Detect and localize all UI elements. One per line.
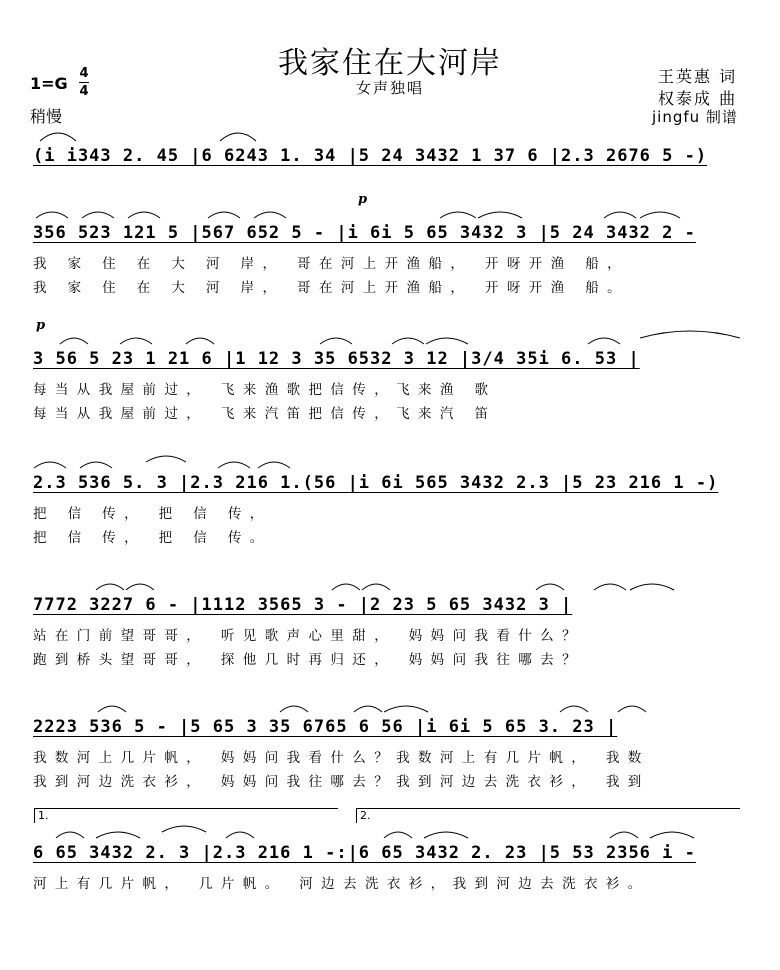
- volta-first-ending: 1.: [34, 808, 338, 823]
- staff-3: [0, 318, 780, 476]
- song-title: 我家住在大河岸: [278, 46, 502, 81]
- meter-top: 4: [79, 66, 89, 81]
- lyric-verse-2: 跑到桥头望哥哥， 探他几时再归还， 妈妈问我往哪去？: [33, 652, 584, 668]
- lyric-verse-2: 每当从我屋前过， 飞来汽笛把信传，飞来汽 笛: [33, 406, 497, 422]
- notation-line: 356 523 121 5 |567 652 5 - |i 6i 5 65 3432 3 |5 24 3432 2 -: [33, 223, 696, 243]
- notation-line: (i i343 2. 45 |6 6243 1. 34 |5 24 3432 1 37 6 |2.3 2676 5 -): [33, 146, 708, 166]
- lyric-verse-1: 我 家 住 在 大 河 岸， 哥在河上开渔船， 开呀开渔 船，: [33, 256, 630, 272]
- lyric-verse-2: 把 信 传， 把 信 传。: [33, 530, 272, 546]
- meter-bottom: 4: [79, 84, 89, 99]
- lyric-verse-1: 河上有几片帆， 几片帆。 河边去洗衣衫，我到河边去洗衣衫。: [33, 876, 650, 892]
- tempo-marking: 稍慢: [30, 107, 63, 126]
- lyric-verse-1: 我数河上几片帆， 妈妈问我看什么？我数河上有几片帆， 我数: [33, 750, 650, 766]
- staff-7: [0, 809, 780, 970]
- staff-2: [0, 192, 780, 350]
- staff-5: [0, 592, 780, 722]
- lyric-verse-1: 每当从我屋前过， 飞来渔歌把信传，飞来渔 歌: [33, 382, 497, 398]
- lyric-verse-2: 我 家 住 在 大 河 岸， 哥在河上开渔船， 开呀开渔 船。: [33, 280, 630, 296]
- time-signature: [79, 66, 89, 99]
- notation-line: 3 56 5 23 1 21 6 |1 12 3 35 6532 3 12 |3/4 35i 6. 53 |: [33, 349, 640, 369]
- lyric-verse-1: 站在门前望哥哥， 听见歌声心里甜， 妈妈问我看什么？: [33, 628, 584, 644]
- staff-6: [0, 714, 780, 844]
- notation-line: 7772 3227 6 - |1112 3565 3 - |2 23 5 65 3432 3 |: [33, 595, 573, 615]
- maker-credit: jingfu 制谱: [652, 108, 738, 126]
- dynamic-marking: p: [358, 192, 368, 207]
- lyric-verse-1: 把 信 传， 把 信 传，: [33, 506, 272, 522]
- notation-line: 2223 536 5 - |5 65 3 35 6765 6 56 |i 6i 5 65 3. 23 |: [33, 717, 618, 737]
- lyric-verse-2: 我到河边洗衣衫， 妈妈问我往哪去？我到河边去洗衣衫， 我到: [33, 774, 650, 790]
- notation-line: 2.3 536 5. 3 |2.3 216 1.(56 |i 6i 565 3432 2.3 |5 23 216 1 -): [33, 473, 719, 493]
- meter-bar: [79, 82, 89, 83]
- volta-second-ending: 2.: [356, 808, 740, 823]
- staff-4: [0, 470, 780, 600]
- key-signature: 1=G: [30, 74, 68, 93]
- dynamic-marking: p: [36, 318, 46, 333]
- notation-line: 6 65 3432 2. 3 |2.3 216 1 -:|6 65 3432 2. 23 |5 53 2356 i -: [33, 843, 696, 863]
- composer-credit: 权泰成 曲: [658, 89, 738, 108]
- song-subtitle: 女声独唱: [355, 79, 424, 97]
- lyricist-credit: 王英惠 词: [658, 67, 738, 86]
